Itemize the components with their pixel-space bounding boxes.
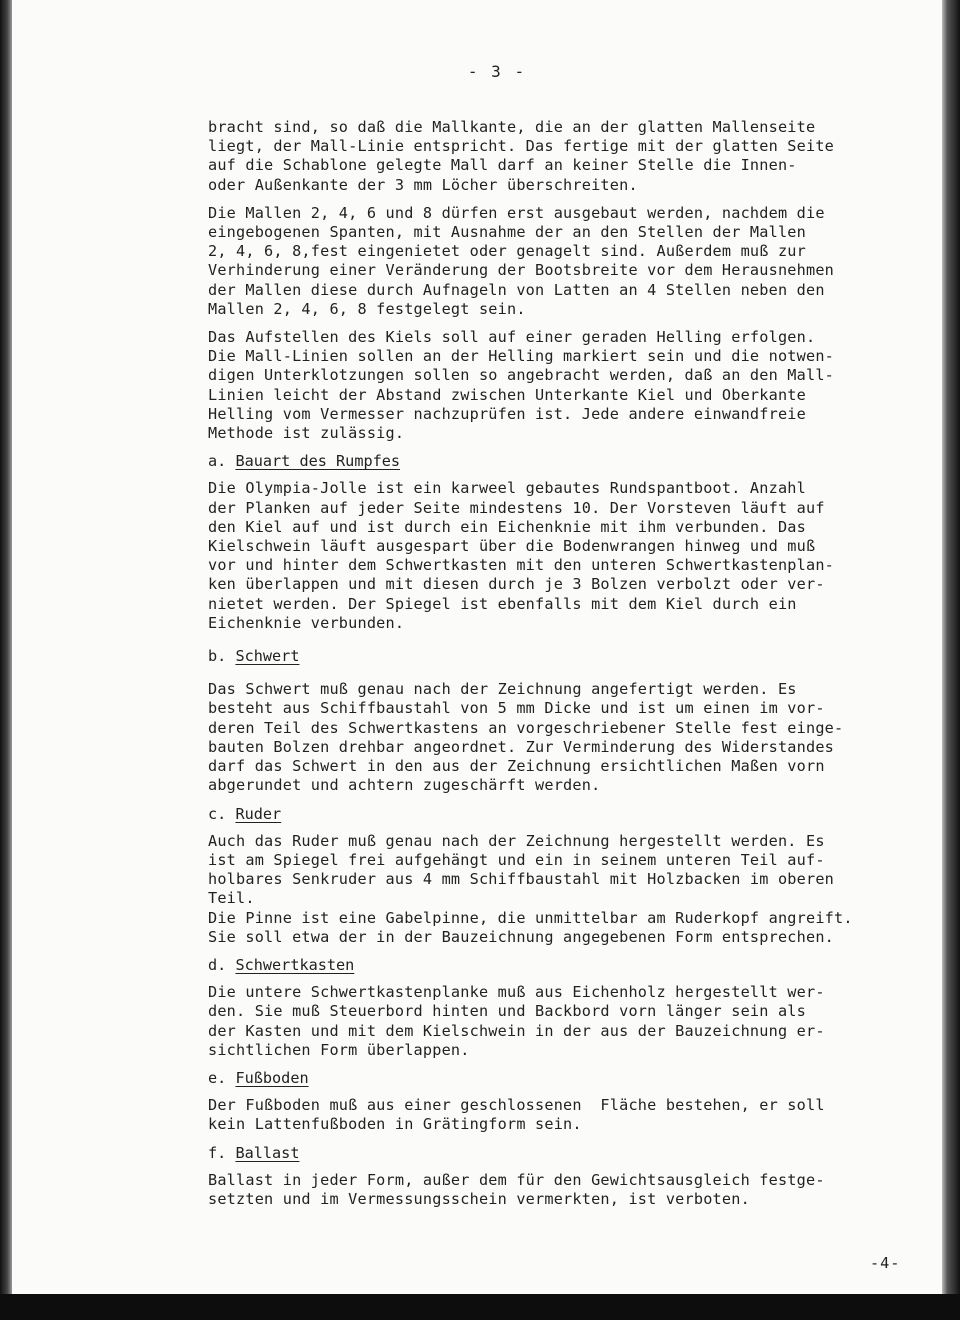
section-title: Fußboden (235, 1068, 309, 1087)
text-line: Kielschwein läuft ausgespart über die Bodenwrangen hinweg und muß (208, 537, 816, 556)
text-line: Ballast in jeder Form, außer dem für den Gewichtsausgleich festge- (208, 1170, 825, 1189)
text-line: Die Olympia-Jolle ist ein karweel gebautes Rundspantboot. Anzahl (208, 479, 806, 498)
text-line: ken überlappen und mit diesen durch je 3 Bolzen verbolzt oder ver- (208, 575, 825, 594)
page-content (208, 118, 920, 1218)
section-letter: f. (208, 1143, 227, 1162)
text-line: Auch das Ruder muß genau nach der Zeichnung hergestellt werden. Es (208, 831, 825, 850)
section-heading-d (208, 956, 920, 975)
text-line: Das Aufstellen des Kiels soll auf einer geraden Helling erfolgen. (208, 328, 816, 347)
text-line: Die Mallen 2, 4, 6 und 8 dürfen erst ausgebaut werden, nachdem die (208, 203, 825, 222)
intro-paragraph-2 (208, 204, 920, 319)
section-heading-f (208, 1144, 920, 1163)
intro-paragraph-3 (208, 328, 920, 443)
text-line: holbares Senkruder aus 4 mm Schiffbaustahl mit Holzbacken im oberen (208, 870, 835, 889)
section-title: Bauart des Rumpfes (235, 452, 401, 471)
text-line: vor und hinter dem Schwertkasten mit den unteren Schwertkastenplan- (208, 556, 835, 575)
text-line: kein Lattenfußboden in Grätingform sein. (208, 1115, 582, 1134)
text-line: setzten und im Vermessungsschein vermerkten, ist verboten. (208, 1189, 750, 1208)
text-line: Teil. (208, 889, 255, 908)
text-line: deren Teil des Schwertkastens an vorgeschriebener Stelle fest einge- (208, 718, 844, 737)
text-line: Eichenknie verbunden. (208, 613, 405, 632)
next-page-marker: -4- (870, 1254, 901, 1272)
text-line: abgerundet und achtern zugeschärft werden. (208, 776, 601, 795)
section-heading-e (208, 1069, 920, 1088)
text-line: Sie soll etwa der in der Bauzeichnung angegebenen Form entsprechen. (208, 927, 835, 946)
section-letter: c. (208, 804, 227, 823)
section-body-f (208, 1171, 920, 1209)
section-heading-a (208, 452, 920, 471)
text-line: der Kasten und mit dem Kielschwein in der aus der Bauzeichnung er- (208, 1021, 825, 1040)
section-title: Schwert (235, 647, 300, 666)
text-line: sichtlichen Form überlappen. (208, 1040, 470, 1059)
section-body-b (208, 680, 920, 795)
text-line: Der Fußboden muß aus einer geschlossenen Fläche bestehen, er soll (208, 1096, 825, 1115)
section-title: Ruder (235, 804, 282, 823)
text-line: Verhinderung einer Veränderung der Bootsbreite vor dem Herausnehmen (208, 261, 835, 280)
text-line: darf das Schwert in den aus der Zeichnung ersichtlichen Maßen vorn (208, 757, 825, 776)
section-title: Schwertkasten (235, 955, 355, 974)
text-line: nietet werden. Der Spiegel ist ebenfalls mit dem Kiel durch ein (208, 594, 797, 613)
section-body-c (208, 832, 920, 947)
text-line: Die Mall-Linien sollen an der Helling markiert sein und die notwen- (208, 347, 835, 366)
text-line: Linien leicht der Abstand zwischen Unterkante Kiel und Oberkante (208, 385, 806, 404)
scan-shadow-bottom (0, 1294, 960, 1320)
text-line: liegt, der Mall-Linie entspricht. Das fertige mit der glatten Seite (208, 137, 835, 156)
text-line: 2, 4, 6, 8,fest eingenietet oder genagelt sind. Außerdem muß zur (208, 242, 806, 261)
text-line: digen Unterklotzungen sollen so angebracht werden, daß an den Mall- (208, 366, 835, 385)
text-line: bracht sind, so daß die Mallkante, die an der glatten Mallenseite (208, 118, 816, 136)
text-line: Helling vom Vermesser nachzuprüfen ist. Jede andere einwandfreie (208, 404, 806, 423)
scan-shadow-right (942, 0, 960, 1320)
section-heading-c (208, 805, 920, 824)
scan-shadow-left (0, 0, 12, 1320)
text-line: auf die Schablone gelegte Mall darf an keiner Stelle die Innen- (208, 156, 797, 175)
section-body-a (208, 479, 920, 633)
text-line: Methode ist zulässig. (208, 424, 405, 443)
text-line: Die Pinne ist eine Gabelpinne, die unmittelbar am Ruderkopf angreift. (208, 908, 853, 927)
text-line: oder Außenkante der 3 mm Löcher überschreiten. (208, 175, 638, 194)
text-line: der Planken auf jeder Seite mindestens 10. Der Vorsteven läuft auf (208, 498, 825, 517)
text-line: ist am Spiegel frei aufgehängt und ein in seinem unteren Teil auf- (208, 850, 825, 869)
text-line: besteht aus Schiffbaustahl von 5 mm Dicke und ist um einen im vor- (208, 699, 825, 718)
text-line: den. Sie muß Steuerbord hinten und Backbord vorn länger sein als (208, 1002, 806, 1021)
page-number: - 3 - (467, 62, 527, 81)
section-heading-b (208, 647, 920, 666)
section-title: Ballast (235, 1143, 300, 1162)
section-letter: d. (208, 955, 227, 974)
section-body-d (208, 983, 920, 1060)
section-body-e (208, 1096, 920, 1134)
section-letter: a. (208, 452, 227, 471)
section-letter: e. (208, 1068, 227, 1087)
document-page (12, 0, 942, 1294)
section-letter: b. (208, 647, 227, 666)
text-line: Das Schwert muß genau nach der Zeichnung angefertigt werden. Es (208, 680, 797, 699)
text-line: Mallen 2, 4, 6, 8 festgelegt sein. (208, 299, 526, 318)
text-line: den Kiel auf und ist durch ein Eichenknie mit ihm verbunden. Das (208, 517, 806, 536)
intro-paragraph-1 (208, 118, 920, 195)
text-line: bauten Bolzen drehbar angeordnet. Zur Verminderung des Widerstandes (208, 737, 835, 756)
text-line: der Mallen diese durch Aufnageln von Latten an 4 Stellen neben den (208, 280, 825, 299)
text-line: eingebogenen Spanten, mit Ausnahme der an den Stellen der Mallen (208, 223, 806, 242)
text-line: Die untere Schwertkastenplanke muß aus Eichenholz hergestellt wer- (208, 983, 825, 1002)
